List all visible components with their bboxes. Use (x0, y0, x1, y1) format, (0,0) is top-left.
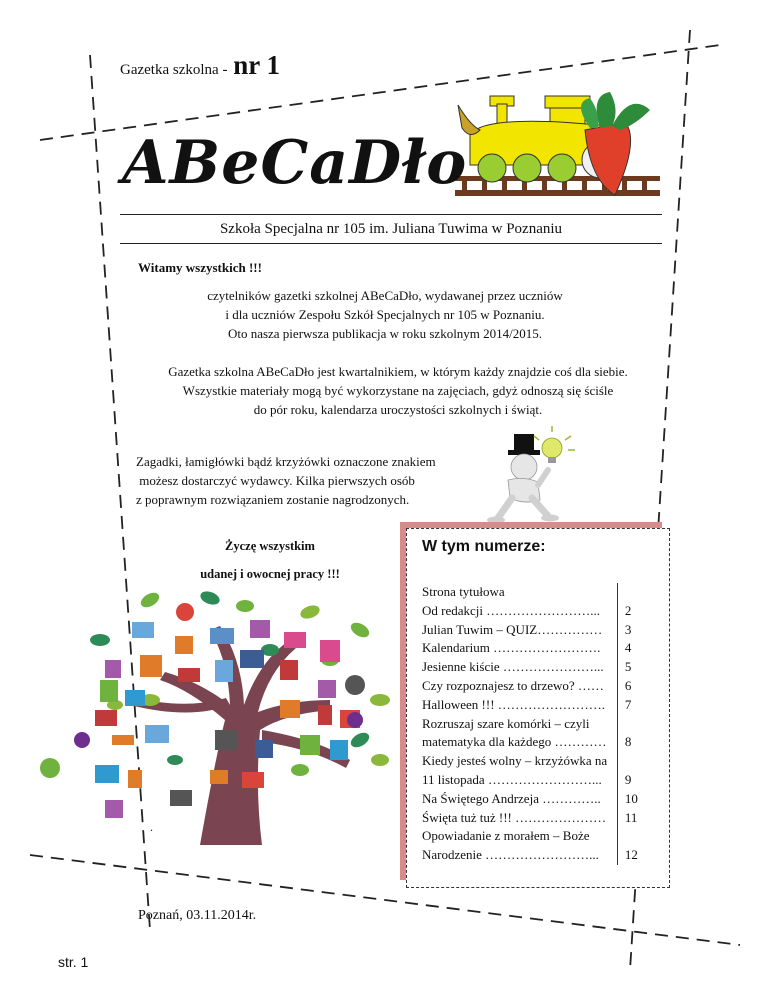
toc-row (422, 846, 648, 865)
text-line: Zagadki, łamigłówki bądź krzyżówki oznaczone znakiem (136, 454, 436, 469)
toc-entry-title: 11 listopada ……………………... (422, 771, 618, 790)
toc-row (422, 658, 648, 677)
issue-number: nr 1 (233, 50, 280, 80)
text-line: Wszystkie materiały mogą być wykorzystane na zajęciach, gdyż odnoszą się ściśle (182, 383, 614, 398)
place-date: Poznań, 03.11.2014r. (138, 908, 257, 923)
toc-entry-title: Strona tytułowa (422, 583, 618, 602)
toc-row (422, 696, 648, 715)
toc-row (422, 790, 648, 809)
toc-entry-page: 6 (624, 677, 632, 693)
toc-row (422, 771, 648, 790)
toc-entry-title: Halloween !!! ……………………. (422, 696, 618, 715)
stray-dot: . (150, 820, 153, 834)
toc-entry-title: Rozruszaj szare komórki – czyli (422, 715, 618, 734)
toc-entry-page: 10 (624, 790, 638, 806)
wish-line: Życzę wszystkim (225, 539, 315, 553)
toc-entry-page (618, 715, 648, 734)
toc-entry-title: Od redakcji ……………………... (422, 602, 618, 621)
toc-row (422, 733, 648, 752)
toc-entry-title: Jesienne kiście …………………... (422, 658, 618, 677)
text-line: możesz dostarczyć wydawcy. Kilka pierwszych osób (136, 473, 415, 488)
wishes (150, 532, 390, 588)
intro-paragraph (165, 286, 605, 343)
text-line: z poprawnym rozwiązaniem zostanie nagrodzonych. (136, 492, 410, 507)
toc-row (422, 827, 648, 846)
puzzles-paragraph (136, 452, 496, 509)
toc-entry-page (618, 827, 648, 846)
issue-prefix: Gazetka szkolna - (120, 62, 232, 78)
toc-row (422, 621, 648, 640)
toc-row (422, 583, 648, 602)
toc-row (422, 809, 648, 828)
toc-entry-title: Julian Tuwim – QUIZ…………… (422, 621, 618, 640)
toc-row (422, 715, 648, 734)
wish-line: udanej i owocnej pracy !!! (200, 567, 340, 581)
toc-entry-title: Święta tuż tuż !!! ………………… (422, 809, 618, 828)
newspaper-title: ABeCaDło (122, 128, 468, 198)
toc-entry-title: Opowiadanie z morałem – Boże (422, 827, 618, 846)
toc-entry-page: 9 (624, 771, 632, 787)
toc-entry-page: 3 (624, 621, 632, 637)
toc-entry-page (618, 752, 648, 771)
toc-entry-page: 4 (624, 640, 632, 656)
toc-entry-page (618, 583, 648, 602)
page-number: str. 1 (58, 954, 89, 970)
text-line: Gazetka szkolna ABeCaDło jest kwartalnikiem, w którym każdy znajdzie coś dla siebie. (168, 364, 628, 379)
tech-tree-icon (40, 589, 390, 845)
toc-heading: W tym numerze: (422, 538, 546, 555)
welcome-heading: Witamy wszystkich !!! (138, 260, 262, 275)
toc-entry-title: Na Świętego Andrzeja ………….. (422, 790, 618, 809)
train-logo-icon (450, 92, 660, 196)
quarterly-paragraph (138, 362, 658, 419)
toc-entry-page: 12 (624, 847, 638, 863)
toc-entry-title: matematyka dla każdego ………… (422, 733, 618, 752)
toc-entry-title: Kiedy jesteś wolny – krzyżówka na (422, 752, 618, 771)
toc-entry-page: 2 (624, 602, 632, 618)
school-name: Szkoła Specjalna nr 105 im. Juliana Tuwima w Poznaniu (120, 214, 662, 244)
mascot-with-bulb-icon (487, 426, 575, 524)
toc-row (422, 752, 648, 771)
toc-entry-page: 5 (624, 659, 632, 675)
toc-list (422, 583, 648, 865)
toc-entry-page: 11 (624, 809, 638, 825)
text-line: i dla uczniów Zespołu Szkół Specjalnych nr 105 w Poznaniu. (225, 307, 545, 322)
toc-entry-page: 7 (624, 696, 632, 712)
text-line: Oto nasza pierwsza publikacja w roku szkolnym 2014/2015. (227, 326, 543, 341)
text-line: czytelników gazetki szkolnej ABeCaDło, wydawanej przez uczniów (207, 288, 563, 303)
toc-entry-page: 8 (624, 734, 632, 750)
toc-entry-title: Czy rozpoznajesz to drzewo? …… (422, 677, 618, 696)
toc-entry-title: Narodzenie ……………………... (422, 846, 618, 865)
toc-row (422, 639, 648, 658)
issue-header (120, 50, 280, 81)
text-line: do pór roku, kalendarza uroczystości szkolnych i świąt. (253, 402, 543, 417)
toc-row (422, 602, 648, 621)
toc-row (422, 677, 648, 696)
toc-entry-title: Kalendarium ……………………. (422, 639, 618, 658)
